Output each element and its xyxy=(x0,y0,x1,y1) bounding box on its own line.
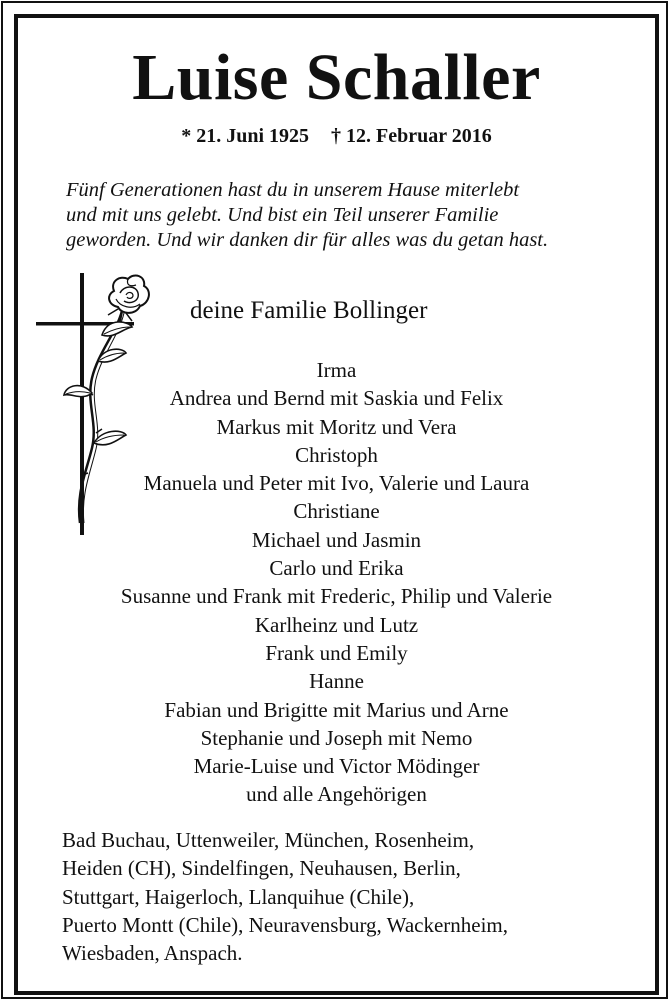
list-item: Marie-Luise und Victor Mödinger xyxy=(193,754,480,779)
list-item: Fabian und Brigitte mit Marius und Arne xyxy=(164,697,509,722)
quote-line: geworden. Und wir danken dir für alles was du getan hast. xyxy=(66,229,549,251)
life-dates xyxy=(18,122,655,150)
list-item: Andrea und Bernd mit Saskia und Felix xyxy=(169,386,504,411)
places-line: Puerto Montt (Chile), Neuravensburg, Wackernheim, xyxy=(62,912,509,937)
places-line: Stuttgart, Haigerloch, Llanquihue (Chile), xyxy=(62,884,415,909)
list-item: Frank und Emily xyxy=(265,640,408,665)
outer-border xyxy=(1,1,668,999)
list-item: Karlheinz und Lutz xyxy=(254,612,419,637)
list-item: Christiane xyxy=(293,499,380,524)
places-list xyxy=(62,826,642,967)
list-item: Christoph xyxy=(295,442,378,467)
family-heading: deine Familie Bollinger xyxy=(190,297,428,324)
list-item: und alle Angehörigen xyxy=(246,782,427,807)
list-item: Manuela und Peter mit Ivo, Valerie und Laura xyxy=(143,471,530,496)
obituary-frame xyxy=(14,14,659,995)
places-line: Wiesbaden, Anspach. xyxy=(62,941,243,966)
death-date: † 12. Februar 2016 xyxy=(331,125,492,147)
list-item: Irma xyxy=(316,358,357,382)
list-item: Susanne und Frank mit Frederic, Philip und Valerie xyxy=(120,584,553,609)
quote-line: und mit uns gelebt. Und bist ein Teil unserer Familie xyxy=(66,204,499,226)
family-members-list xyxy=(18,356,655,809)
places-line: Heiden (CH), Sindelfingen, Neuhausen, Berlin, xyxy=(62,856,461,881)
list-item: Michael und Jasmin xyxy=(251,527,422,552)
memorial-quote xyxy=(66,178,646,253)
list-item: Stephanie und Joseph mit Nemo xyxy=(200,725,473,750)
list-item: Carlo und Erika xyxy=(269,556,404,581)
list-item: Hanne xyxy=(309,669,364,694)
places-line: Bad Buchau, Uttenweiler, München, Rosenheim, xyxy=(62,828,475,852)
deceased-name: Luise Schaller xyxy=(132,41,541,114)
quote-line: Fünf Generationen hast du in unserem Hause miterlebt xyxy=(66,179,520,201)
list-item: Markus mit Moritz und Vera xyxy=(216,414,457,439)
birth-date: * 21. Juni 1925 xyxy=(181,125,310,147)
